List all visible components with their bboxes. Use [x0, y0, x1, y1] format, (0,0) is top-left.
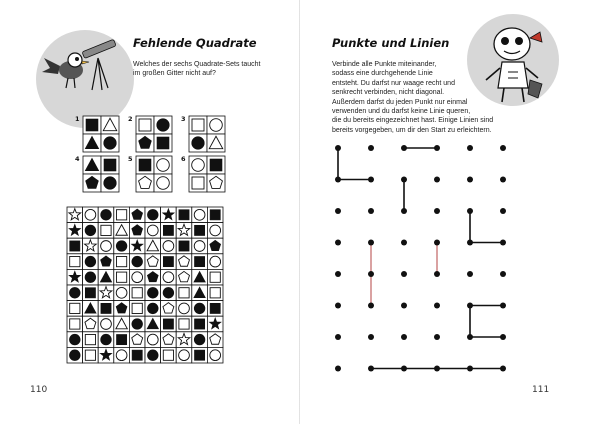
dot-puzzle — [330, 140, 530, 380]
grid-dot[interactable] — [335, 240, 341, 246]
grid-dot[interactable] — [467, 271, 473, 277]
option-set[interactable] — [82, 155, 120, 193]
outline-circle-symbol — [85, 209, 96, 220]
outline-square-symbol — [116, 256, 126, 266]
instruction-line: verwenden und du darfst keine Linie queren, — [332, 108, 471, 116]
filled-circle-symbol — [85, 272, 96, 283]
grid-dot[interactable] — [434, 366, 440, 372]
outline-square-symbol — [132, 303, 142, 313]
grid-dot[interactable] — [335, 145, 341, 151]
outline-circle-symbol — [101, 241, 112, 252]
filled-circle-symbol — [194, 303, 205, 314]
grid-dot[interactable] — [500, 177, 506, 183]
filled-square-symbol — [210, 159, 222, 171]
outline-circle-symbol — [147, 334, 158, 345]
right-page — [300, 0, 600, 424]
filled-circle-symbol — [132, 256, 143, 267]
grid-dot[interactable] — [467, 177, 473, 183]
outline-square-symbol — [85, 334, 95, 344]
outline-square-symbol — [70, 319, 80, 329]
outline-circle-symbol — [210, 256, 221, 267]
grid-dot[interactable] — [500, 303, 506, 309]
instruction-line: sodass eine durchgehende Linie — [332, 70, 433, 78]
outline-square-symbol — [210, 288, 220, 298]
filled-square-symbol — [194, 225, 204, 235]
instruction-line: Welches der sechs Quadrate-Sets taucht — [133, 61, 261, 68]
outline-square-symbol — [101, 225, 111, 235]
grid-dot[interactable] — [335, 271, 341, 277]
filled-circle-symbol — [85, 225, 96, 236]
filled-square-symbol — [194, 350, 204, 360]
filled-circle-symbol — [163, 287, 174, 298]
page-title: Fehlende Quadrate — [133, 36, 257, 50]
grid-dot[interactable] — [335, 177, 341, 183]
outline-circle-symbol — [194, 209, 205, 220]
option-set[interactable] — [188, 155, 226, 193]
grid-dot[interactable] — [467, 366, 473, 372]
instruction-line: entsteht. Du darfst nur waage recht und — [332, 79, 455, 87]
filled-circle-symbol — [157, 119, 170, 132]
outline-square-symbol — [179, 288, 189, 298]
grid-dot[interactable] — [434, 208, 440, 214]
filled-square-symbol — [163, 225, 173, 235]
filled-circle-symbol — [101, 209, 112, 220]
grid-dot[interactable] — [401, 177, 407, 183]
filled-square-symbol — [163, 319, 173, 329]
grid-dot[interactable] — [368, 334, 374, 340]
grid-dot[interactable] — [368, 271, 374, 277]
grid-dot[interactable] — [401, 271, 407, 277]
outline-square-symbol — [116, 210, 126, 220]
grid-dot[interactable] — [368, 366, 374, 372]
instruction-text — [133, 60, 261, 79]
option-number: 5 — [128, 155, 133, 163]
outline-circle-symbol — [192, 159, 205, 172]
filled-circle-symbol — [116, 241, 127, 252]
grid-dot[interactable] — [335, 303, 341, 309]
grid-dot[interactable] — [401, 303, 407, 309]
option-number: 3 — [181, 115, 186, 123]
grid-dot[interactable] — [401, 145, 407, 151]
grid-dot[interactable] — [467, 334, 473, 340]
grid-dot[interactable] — [335, 334, 341, 340]
filled-circle-symbol — [69, 350, 80, 361]
filled-circle-symbol — [192, 137, 205, 150]
grid-dot[interactable] — [500, 334, 506, 340]
filled-square-symbol — [179, 210, 189, 220]
outline-circle-symbol — [210, 119, 223, 132]
grid-dot[interactable] — [434, 303, 440, 309]
filled-square-symbol — [86, 119, 98, 131]
page-number: 110 — [30, 385, 48, 395]
filled-circle-symbol — [101, 334, 112, 345]
instruction-line: im großen Gitter nicht auf? — [133, 70, 216, 78]
outline-circle-symbol — [157, 159, 170, 172]
instruction-line: die du bereits eingezeichnet hast. Einige Linien sind — [332, 117, 494, 125]
grid-dot[interactable] — [500, 240, 506, 246]
outline-square-symbol — [116, 272, 126, 282]
outline-square-symbol — [192, 177, 204, 189]
option-set[interactable] — [188, 115, 226, 153]
symbol-grid — [65, 205, 225, 375]
outline-circle-symbol — [147, 225, 158, 236]
bird-telescope-illustration — [38, 32, 128, 102]
page-number: 111 — [532, 385, 550, 395]
option-number: 1 — [75, 115, 80, 123]
filled-square-symbol — [70, 241, 80, 251]
filled-circle-symbol — [85, 256, 96, 267]
outline-square-symbol — [70, 303, 80, 313]
filled-square-symbol — [132, 350, 142, 360]
outline-square-symbol — [210, 272, 220, 282]
outline-circle-symbol — [116, 287, 127, 298]
grid-dot[interactable] — [500, 145, 506, 151]
filled-circle-symbol — [147, 303, 158, 314]
grid-dot[interactable] — [401, 240, 407, 246]
instruction-line: bereits vorgegeben, um dir den Start zu erleichtern. — [332, 126, 492, 134]
filled-circle-symbol — [132, 319, 143, 330]
filled-square-symbol — [139, 159, 151, 171]
grid-dot[interactable] — [368, 208, 374, 214]
grid-dot[interactable] — [401, 334, 407, 340]
instruction-line: senkrecht verbinden, nicht diagonal. — [332, 89, 445, 97]
filled-square-symbol — [116, 334, 126, 344]
grid-dot[interactable] — [467, 208, 473, 214]
outline-circle-symbol — [116, 350, 127, 361]
outline-circle-symbol — [179, 303, 190, 314]
option-set[interactable] — [135, 115, 173, 153]
option-number: 4 — [75, 155, 80, 163]
grid-dot[interactable] — [434, 177, 440, 183]
grid-dot[interactable] — [401, 366, 407, 372]
filled-circle-symbol — [69, 334, 80, 345]
grid-dot[interactable] — [434, 240, 440, 246]
grid-dot[interactable] — [467, 240, 473, 246]
grid-dot[interactable] — [368, 303, 374, 309]
filled-square-symbol — [210, 210, 220, 220]
grid-dot[interactable] — [335, 366, 341, 372]
grid-dot[interactable] — [434, 145, 440, 151]
outline-square-symbol — [70, 256, 80, 266]
filled-circle-symbol — [147, 287, 158, 298]
filled-square-symbol — [101, 303, 111, 313]
filled-square-symbol — [163, 256, 173, 266]
grid-dot[interactable] — [467, 303, 473, 309]
outline-circle-symbol — [157, 177, 170, 190]
grid-dot[interactable] — [500, 208, 506, 214]
outline-circle-symbol — [210, 350, 221, 361]
grid-dot[interactable] — [500, 366, 506, 372]
filled-square-symbol — [194, 256, 204, 266]
filled-circle-symbol — [147, 209, 158, 220]
filled-square-symbol — [104, 159, 116, 171]
instruction-line: Verbinde alle Punkte miteinander, — [332, 61, 437, 68]
filled-square-symbol — [194, 319, 204, 329]
option-set[interactable] — [135, 155, 173, 193]
grid-dot[interactable] — [368, 240, 374, 246]
grid-dot[interactable] — [467, 145, 473, 151]
instruction-text — [332, 60, 493, 135]
filled-circle-symbol — [104, 137, 117, 150]
filled-square-symbol — [210, 303, 220, 313]
outline-square-symbol — [139, 119, 151, 131]
outline-square-symbol — [85, 350, 95, 360]
grid-dot[interactable] — [500, 271, 506, 277]
instruction-line: Außerdem darfst du jeden Punkt nur einmal — [332, 98, 468, 106]
filled-circle-symbol — [104, 177, 117, 190]
filled-circle-symbol — [147, 350, 158, 361]
grid-dot[interactable] — [368, 145, 374, 151]
option-number: 2 — [128, 115, 133, 123]
filled-square-symbol — [157, 137, 169, 149]
outline-square-symbol — [163, 350, 173, 360]
filled-square-symbol — [85, 288, 95, 298]
outline-circle-symbol — [163, 241, 174, 252]
grid-dot[interactable] — [368, 177, 374, 183]
option-number: 6 — [181, 155, 186, 163]
outline-square-symbol — [179, 319, 189, 329]
outline-circle-symbol — [194, 241, 205, 252]
outline-circle-symbol — [132, 272, 143, 283]
outline-circle-symbol — [101, 319, 112, 330]
grid-dot[interactable] — [434, 334, 440, 340]
outline-square-symbol — [132, 288, 142, 298]
grid-dot[interactable] — [434, 271, 440, 277]
option-set[interactable] — [82, 115, 120, 153]
outline-square-symbol — [192, 119, 204, 131]
grid-dot[interactable] — [401, 208, 407, 214]
outline-circle-symbol — [163, 272, 174, 283]
filled-circle-symbol — [69, 287, 80, 298]
outline-circle-symbol — [179, 350, 190, 361]
outline-circle-symbol — [210, 225, 221, 236]
page-title: Punkte und Linien — [332, 36, 450, 50]
filled-circle-symbol — [194, 334, 205, 345]
filled-square-symbol — [179, 241, 189, 251]
grid-dot[interactable] — [335, 208, 341, 214]
